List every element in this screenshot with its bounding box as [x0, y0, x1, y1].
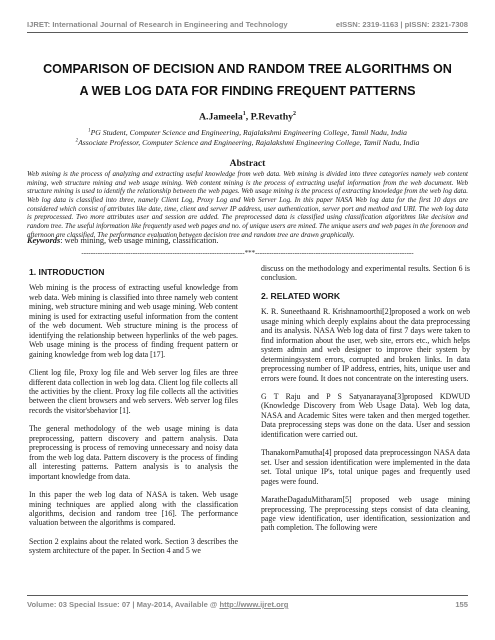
footer-rule — [27, 595, 468, 596]
related-paragraph-3: ThanakornPamutha[4] proposed data preprocessingon NASA data set. User and session identification were implemented in the data set. Total unique IP's, total unique pages and frequently used pages were found. — [261, 448, 470, 486]
section-separator: ----------------------------------------------------------------------***-------------------------------------------------------------------- — [81, 249, 414, 257]
right-column — [261, 264, 470, 542]
issn-info: eISSN: 2319-1163 | pISSN: 2321-7308 — [335, 20, 468, 29]
intro-paragraph-2: Client log file, Proxy log file and Web server log files are three different data collection in web log data. Client log file collects all the activities by the client. Proxy log file collects all the activities between the client browsers and web servers. Web server log files records the visitor'sbehavior [1]. — [29, 368, 238, 415]
keywords-text: : web mining, web usage mining, classification. — [60, 236, 219, 245]
continued-paragraph: discuss on the methodology and experimental results. Section 6 is conclusion. — [261, 264, 470, 283]
affiliation-1 — [10, 128, 485, 137]
author-1-sup: 1 — [242, 111, 246, 117]
keywords-label: Keywords — [27, 236, 61, 245]
left-column — [29, 268, 238, 565]
journal-url-link[interactable]: http://www.ijret.org — [219, 600, 289, 609]
page-number: 155 — [455, 600, 468, 609]
intro-paragraph-4: In this paper the web log data of NASA is taken. Web usage mining techniques are applied along with the classification algorithms, decision and random tree [16]. The performance valuation between the algorithms is compared. — [29, 490, 238, 528]
related-work-heading: 2. RELATED WORK — [261, 290, 341, 301]
header-rule — [27, 32, 468, 33]
journal-name: IJRET: International Journal of Research in Engineering and Technology — [27, 20, 288, 29]
author-1: A.Jameela — [198, 111, 243, 123]
related-paragraph-2: G T Raju and P S Satyanarayana[3]proposed KDWUD (Knowledge Discovery from Web Usage Data). Web log data, NASA and Academic Sites were taken and then merged together. Data preprocessing steps was done on the data. User and session identification were carried out. — [261, 391, 470, 439]
introduction-heading: 1. INTRODUCTION — [29, 267, 105, 277]
abstract-heading: Abstract — [229, 158, 266, 169]
related-paragraph-4: MaratheDagaduMitharam[5] proposed web usage mining preprocessing. The preprocessing steps consist of data cleaning, page view identification, user identification, sessionization and path completion. The following were — [261, 495, 470, 533]
intro-paragraph-3: The general methodology of the web usage mining is data preprocessing, pattern discovery and pattern analysis. Data preprocessing is process of removing unnecessary and noisy data from the web log data. Pattern discovery is the process of finding all interesting patterns. Pattern analysis is to analysis the important knowledge from data. — [29, 424, 238, 481]
related-paragraph-1: K. R. Suneethaand R. Krishnamoorthi[2]proposed a work on web usage mining which deeply explains about the data preprocessing and its analysis. NASA Web log data of first 7 days were taken to find information about the user, web site, errors etc., which helps system admin and web designer to improve their system by determiningsystem errors, corrupted and broken links. In data preprocessing number of IP address, entries, hits, unique user and errors were found. It does not concentrate on the interesting users. — [261, 307, 470, 383]
author-separator: , — [245, 111, 251, 123]
footer-volume-text: Volume: 03 Special Issue: 07 | May-2014, Available @ — [27, 600, 220, 609]
affiliation-1-text: PG Student, Computer Science and Engineering, Rajalakshmi Engineering College, Tamil Nadu, India — [90, 128, 407, 137]
affiliation-1-sup: 1 — [88, 128, 91, 134]
author-list — [0, 111, 495, 122]
paper-title-line-2: A WEB LOG DATA FOR FINDING FREQUENT PATTERNS — [79, 84, 416, 98]
author-2-sup: 2 — [293, 111, 297, 117]
footer-volume-info — [27, 600, 288, 609]
affiliation-2-sup: 2 — [75, 138, 79, 144]
page-header — [27, 20, 468, 29]
affiliation-2 — [10, 138, 485, 147]
affiliation-2-text: Associate Professor, Computer Science and Engineering, Rajalakshmi Engineering College, Tamil Nadu, India — [78, 138, 420, 147]
abstract-text: Web mining is the process of analyzing and extracting useful knowledge from web data. Web mining is divided into three categories namely web content mining, web structure mining and web usage mining. Web content mining is the process of extracting useful information from the web document. Web structure mining is used to identify the relationship between the web pages. Web usage mining is the process of extracting knowledge from the web log data. Web log data is classified into three, namely Client Log, Proxy Log and Web Server Log. In this paper NASA Web log data for the first 10 days are considered which consist of attributes like date, time, client and server IP address, user authentication, server port and method and URI. The web log data is preprocessed. Two more attributes user and session are added. The preprocessed data is classified using classification algorithms like decision and random tree. The useful information like frequently used web pages and no. of unique users are mined. The unique users and web pages in the forenoon and afternoon are classified. The performance evaluation between decision tree and random tree are drawn graphically. — [27, 170, 468, 239]
keywords — [27, 236, 468, 245]
page-footer — [27, 600, 468, 609]
intro-paragraph-5: Section 2 explains about the related work. Section 3 describes the system architecture of the paper. In Section 4 and 5 we — [29, 536, 238, 556]
paper-title-line-1: COMPARISON OF DECISION AND RANDOM TREE ALGORITHMS ON — [43, 62, 452, 76]
author-2: P.Revathy — [250, 111, 294, 123]
intro-paragraph-1: Web mining is the process of extracting useful knowledge from web data. Web mining is classified into three namely web content mining, web structure mining and web usage mining. Web content mining is used for extracting useful information from the content of the web document. Web structure mining is the process of identifying the relationship between hyperlinks of the web pages. Web usage mining is the process of finding frequent pattern or gaining knowledge from web log data [17]. — [29, 283, 238, 359]
